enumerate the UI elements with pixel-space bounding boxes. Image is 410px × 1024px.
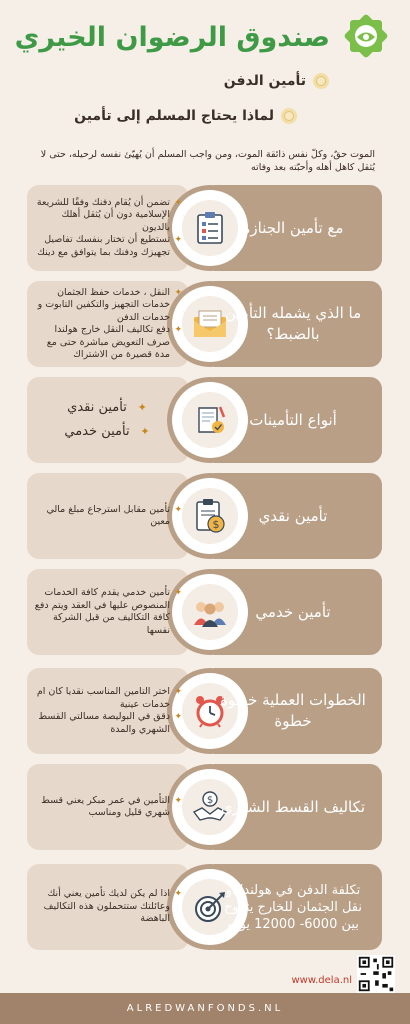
org-title: صندوق الرضوان الخيري (14, 22, 330, 53)
bullet-point: ✦ دفع تكاليف النقل خارج هولندا صرف التعويض مباشرة حتى مع مدة قصيرة من الاشتراك (32, 324, 182, 362)
bullet-point: ✦ تأمين مقابل استرجاع مبلغ مالي معين (32, 504, 182, 529)
bullet-point: ✦ التأمين في عمر مبكر يعني قسط شهري قليل ومناسب (32, 795, 182, 820)
question-row (74, 107, 298, 125)
row-coverage (0, 281, 410, 367)
row-points (32, 764, 182, 850)
row-title: أنواع التأمينات (249, 410, 337, 429)
question-heading: لماذا يحتاج المسلم إلى تأمين (74, 108, 274, 124)
website-link[interactable]: www.dela.nl (291, 975, 352, 986)
ornament-logo-icon (340, 10, 392, 62)
footer-band: ALREDWANFONDS.NL (0, 993, 410, 1024)
qr-code-icon (357, 955, 395, 993)
row-title: تأمين نقدي (258, 506, 328, 525)
row-points (32, 569, 182, 655)
bullet-point: ✦ اختر التامين المناسب نقديا كان ام خدمات عينية (32, 686, 182, 711)
svg-text:$: $ (206, 795, 214, 806)
sun-icon (312, 72, 330, 90)
svg-text:$: $ (212, 518, 220, 531)
row-title: ما الذي يشمله التأمين بالضبط؟ (224, 304, 362, 343)
bullet-point: ✦ دقق في البوليصة مسالتي القسط الشهري والمدة (32, 711, 182, 736)
subtitle-row (224, 72, 330, 90)
row-points (32, 281, 182, 367)
row-cash-insurance (0, 473, 410, 559)
intro-text: الموت حقٌ، وكلّ نفس ذائقة الموت، ومن واجب المسلم أن يُهيّئ نفسه لرحيله، حتى لا يُثقل كاهل أهله وأحبّته بعد وفاته (40, 149, 375, 173)
subtitle: تأمين الدفن (223, 73, 306, 89)
header (0, 0, 410, 173)
row-funeral-insurance (0, 185, 410, 271)
row-title: تكاليف القسط الشهري (220, 797, 366, 816)
bullet-point: ✦ تأمين خدمي يقدم كافة الخدمات المنصوص عليها في العقد ويتم دفع كافة التكاليف من قبل الشركة نفسها (32, 587, 182, 637)
row-title: تأمين خدمي (255, 602, 331, 621)
row-points (32, 864, 182, 950)
row-service-insurance (0, 569, 410, 655)
row-title: مع تأمين الجنازة (242, 218, 344, 237)
bullet-point: ✦ تضمن أن يُقام دفنك وفقًا للشريعة الإسلامية دون أن يُثقل أهلك بالديون (32, 197, 182, 235)
row-practical-steps (0, 668, 410, 754)
bullet-point: ✦ تأمين خدمي (64, 420, 149, 444)
row-insurance-types (0, 377, 410, 463)
bullet-point: ✦ تأمين نقدي (67, 396, 147, 420)
row-points (32, 473, 182, 559)
row-points (32, 185, 182, 271)
bullet-point: ✦ النقل ، خدمات حفظ الجثمان خدمات التجهيز والتكفين التابوت و خدمات الدفن (32, 287, 182, 325)
row-monthly-costs (0, 764, 410, 850)
row-points (32, 668, 182, 754)
bullet-point: ✦ تستطيع أن تختار بنفسك تفاصيل تجهيزك ودفنك بما يتوافق مع دينك (32, 234, 182, 259)
sun-icon (280, 107, 298, 125)
row-burial-cost (0, 864, 410, 950)
row-title: تكلفة الدفن في هولندا او نقل الجثمان للخارج يتروح بين 6000- 12000 يورو (223, 882, 363, 932)
row-points (32, 377, 182, 463)
bullet-point: ✦ اذا لم يكن لديك تأمين يعني أنك وعائلتك ستتحملون هذه التكاليف الباهضة (32, 888, 182, 926)
row-title: الخطوات العملية خطوة خطوة (220, 691, 366, 730)
